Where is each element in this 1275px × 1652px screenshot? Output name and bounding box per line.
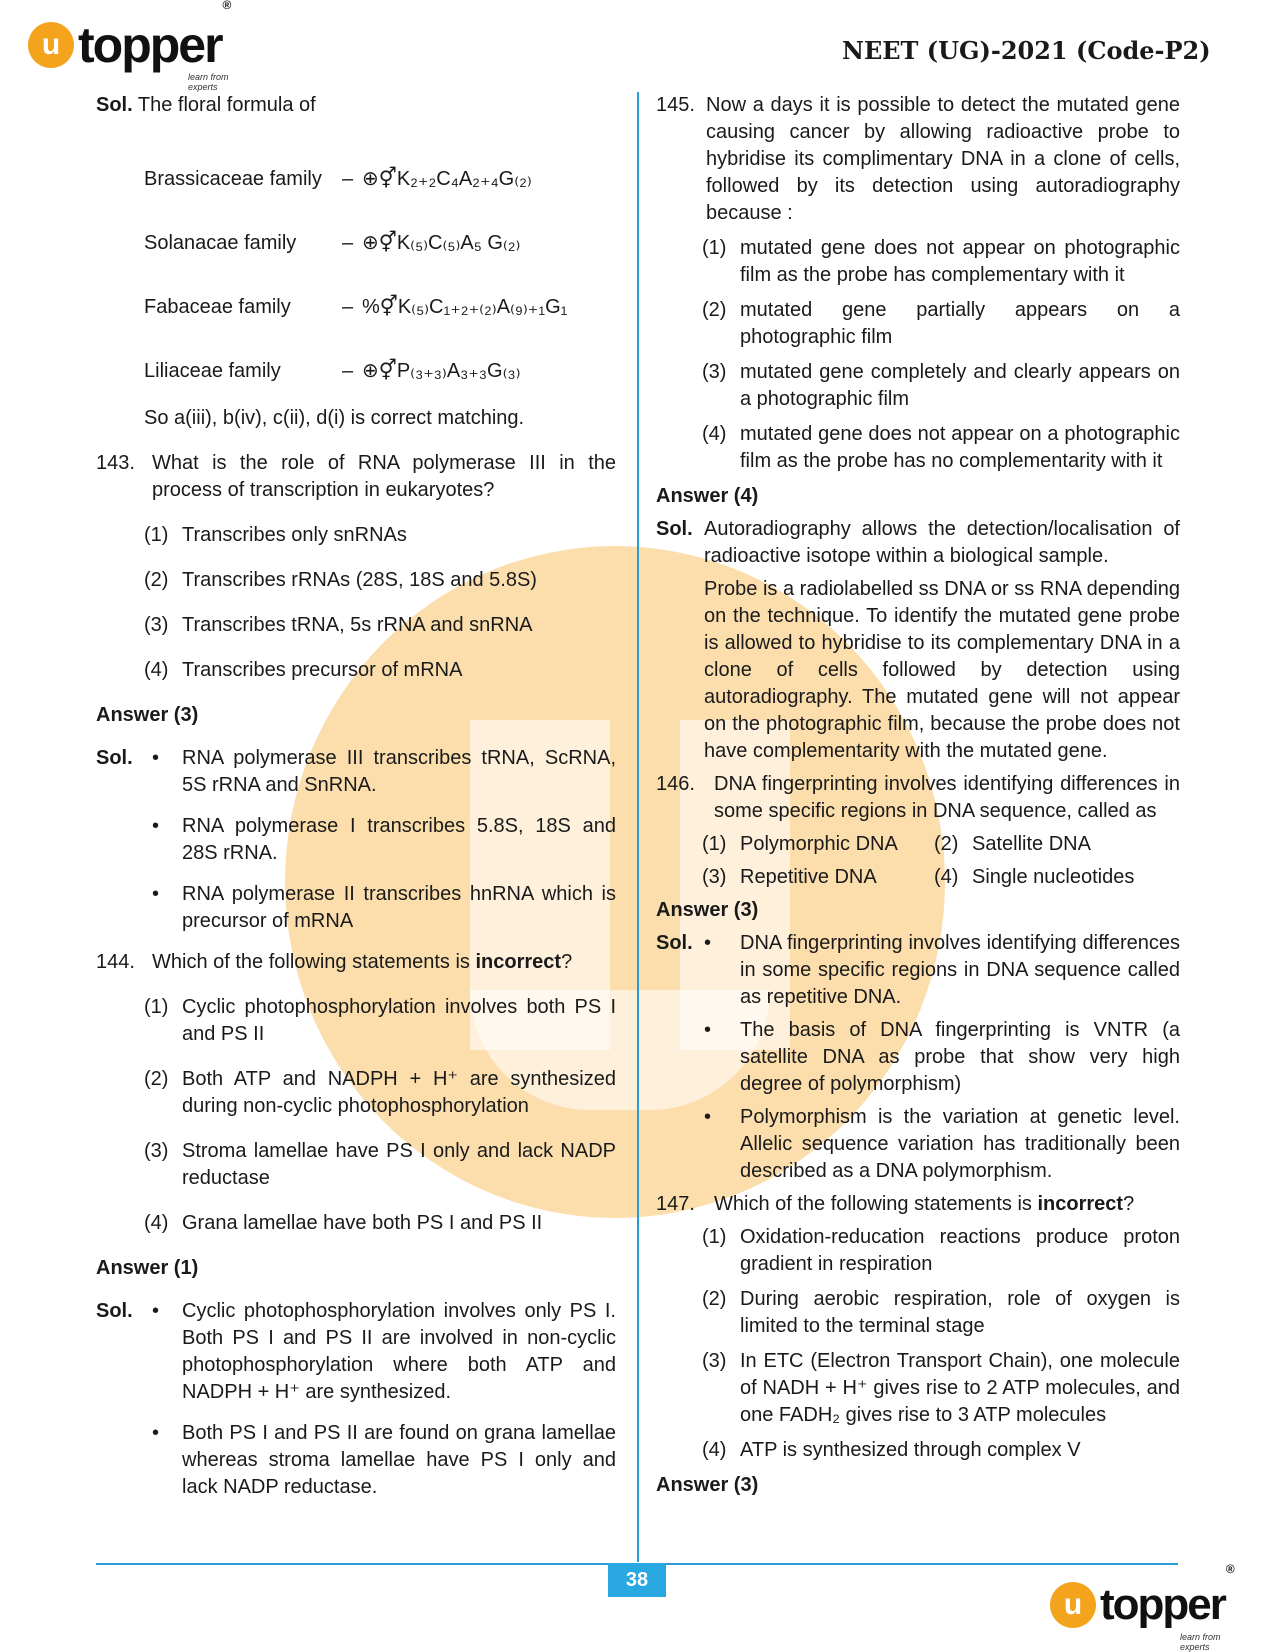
- topper-logo-header: [28, 0, 230, 92]
- matching-statement: So a(iii), b(iv), c(ii), d(i) is correct matching.: [144, 407, 525, 429]
- option: (4) Grana lamellae have both PS I and PS II: [144, 1212, 543, 1234]
- option: (4) mutated gene does not appear on a photographic film as the probe has no complementarity with it: [702, 423, 1180, 472]
- option: (2) Transcribes rRNAs (28S, 18S and 5.8S): [144, 569, 537, 591]
- option: (1) Transcribes only snRNAs: [144, 524, 407, 546]
- logo-circle: u: [28, 22, 74, 68]
- logo-tagline: learn from experts: [1180, 1632, 1221, 1652]
- exam-title: NEET (UG)-2021 (Code-P2): [842, 36, 1211, 65]
- option: (3) mutated gene completely and clearly appears on a photographic film: [702, 361, 1180, 410]
- family-row: Fabaceae family – %⚥K₍₅₎C₁₊₂₊₍₂₎A₍₉₎₊₁G₁: [144, 296, 568, 318]
- option-pair: (3) Repetitive DNA (4) Single nucleotides: [702, 866, 1135, 888]
- question-146: 146. DNA fingerprinting involves identifying differences in some specific regions in DNA sequence, called as: [656, 773, 1180, 822]
- solution-bullet: Sol. • DNA fingerprinting involves identifying differences in some specific regions in DNA sequence called as repetitive DNA.: [656, 932, 1180, 1008]
- option: (3) Transcribes tRNA, 5s rRNA and snRNA: [144, 614, 533, 636]
- option: (1) mutated gene does not appear on photographic film as the probe has complementary with it: [702, 237, 1180, 286]
- family-row: Liliaceae family – ⊕⚥P₍₃₊₃₎A₃₊₃G₍₃₎: [144, 360, 521, 382]
- topper-logo-footer: [1050, 1562, 1233, 1652]
- solution-text: Probe is a radiolabelled ss DNA or ss RNA depending on the technique. To identify the mutated gene probe is allowed to hybridise to its complementary DNA in a clone of cells followed by detection using autoradiography. The mutated gene will not appear on the photographic film, because the probe does not have complementarity with the mutated gene.: [704, 578, 1180, 762]
- answer-143: Answer (3): [96, 704, 199, 726]
- option: (1) Cyclic photophosphorylation involves both PS I and PS II: [144, 996, 616, 1045]
- option: (2) During aerobic respiration, role of oxygen is limited to the terminal stage: [702, 1288, 1180, 1337]
- logo-word: topper®: [1100, 1562, 1233, 1629]
- solution-bullet: • RNA polymerase I transcribes 5.8S, 18S and 28S rRNA.: [152, 815, 616, 864]
- floral-intro: Sol. The floral formula of: [96, 94, 316, 116]
- option: (4) Transcribes precursor of mRNA: [144, 659, 463, 681]
- family-list: [96, 129, 616, 385]
- solution-bullet: • Polymorphism is the variation at genetic level. Allelic sequence variation has traditionally been described as a DNA polymorphism.: [704, 1106, 1180, 1182]
- option: (3) Stroma lamellae have PS I only and lack NADP reductase: [144, 1140, 616, 1189]
- page-number: 38: [608, 1563, 666, 1597]
- option: (3) In ETC (Electron Transport Chain), one molecule of NADH + H⁺ gives rise to 2 ATP molecules, and one FADH₂ gives rise to 3 ATP molecules: [702, 1350, 1180, 1426]
- option: (2) mutated gene partially appears on a photographic film: [702, 299, 1180, 348]
- solution-bullet: Sol. • Cyclic photophosphorylation involves only PS I. Both PS I and PS II are involved in non-cyclic photophosphorylation where both ATP and NADPH + H⁺ are synthesized.: [96, 1300, 616, 1403]
- solution-bullet: Sol. • RNA polymerase III transcribes tRNA, ScRNA, 5S rRNA and SnRNA.: [96, 747, 616, 796]
- solution-bullet: • Both PS I and PS II are found on grana lamellae whereas stroma lamellae have PS I only and lack NADP reductase.: [152, 1422, 616, 1498]
- option: (1) Oxidation-reducation reactions produce proton gradient in respiration: [702, 1226, 1180, 1275]
- logo-circle: u: [1050, 1582, 1096, 1628]
- answer-144: Answer (1): [96, 1257, 199, 1279]
- solution-text: Sol. Autoradiography allows the detection/localisation of radioactive isotope within a biological sample.: [656, 518, 1180, 567]
- column-divider: [637, 92, 639, 1562]
- option: (4) ATP is synthesized through complex V: [702, 1439, 1081, 1461]
- question-145: 145. Now a days it is possible to detect the mutated gene causing cancer by allowing radioactive probe to hybridise its complimentary DNA in a clone of cells, followed by its detection using autoradiography because :: [656, 94, 1180, 224]
- answer-145: Answer (4): [656, 485, 759, 507]
- option: (2) Both ATP and NADPH + H⁺ are synthesized during non-cyclic photophosphorylation: [144, 1068, 616, 1117]
- question-147: 147. Which of the following statements is incorrect?: [656, 1193, 1135, 1215]
- solution-bullet: • The basis of DNA fingerprinting is VNTR (a satellite DNA as probe that show very high degree of polymorphism): [704, 1019, 1180, 1095]
- answer-147: Answer (3): [656, 1474, 759, 1496]
- answer-146: Answer (3): [656, 899, 759, 921]
- question-143: 143. What is the role of RNA polymerase III in the process of transcription in eukaryotes?: [96, 452, 616, 501]
- logo-tagline: learn from experts: [188, 72, 229, 92]
- right-column: [656, 92, 1180, 1505]
- question-144: 144. Which of the following statements is incorrect?: [96, 951, 573, 973]
- option-pair: (1) Polymorphic DNA (2) Satellite DNA: [702, 833, 1091, 855]
- logo-word: topper®: [78, 0, 230, 73]
- family-row: Solanacae family – ⊕⚥K₍₅₎C₍₅₎A₅ G₍₂₎: [144, 232, 521, 254]
- family-row: Brassicaceae family – ⊕⚥K₂₊₂C₄A₂₊₄G₍₂₎: [144, 168, 532, 190]
- solution-bullet: • RNA polymerase II transcribes hnRNA which is precursor of mRNA: [152, 883, 616, 932]
- left-column: [96, 92, 616, 1515]
